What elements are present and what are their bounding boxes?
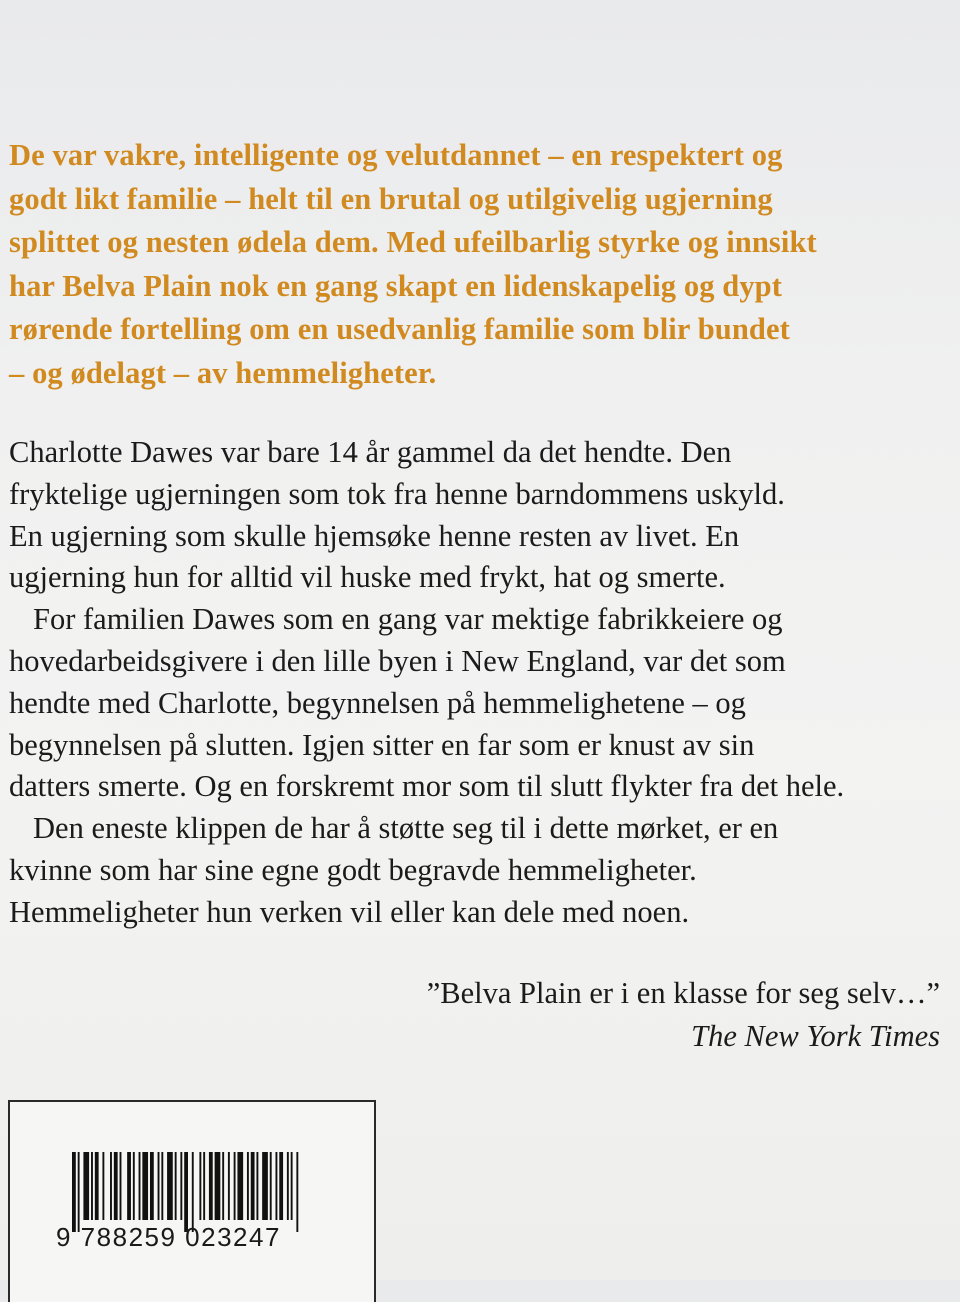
barcode-bar: [234, 1152, 236, 1220]
barcode-bar: [251, 1152, 255, 1220]
barcode-bar: [78, 1152, 80, 1232]
barcode-bar: [237, 1152, 243, 1220]
barcode-bar: [262, 1152, 268, 1220]
barcode-bar: [275, 1152, 277, 1220]
synopsis-line: ugjerning hun for alltid vil huske med frykt, hat og smerte.: [9, 560, 726, 595]
barcode-bar: [256, 1152, 258, 1220]
blurb-line: De var vakre, intelligente og velutdannet – en respektert og: [9, 138, 783, 172]
blurb-line: har Belva Plain nok en gang skapt en lidenskapelig og dypt: [9, 268, 783, 303]
barcode-bar: [110, 1152, 112, 1220]
barcode-bar: [72, 1152, 76, 1232]
synopsis-line: fryktelige ugjerningen som tok fra henne barndommens uskyld.: [9, 476, 785, 511]
barcode-bar: [139, 1152, 141, 1220]
barcode-bar: [270, 1152, 272, 1220]
barcode-bar: [127, 1152, 131, 1220]
barcode-bar: [199, 1152, 201, 1220]
barcode-bar: [247, 1152, 249, 1220]
barcode-bar: [83, 1152, 89, 1220]
barcode-bar: [142, 1152, 148, 1220]
barcode-bar: [287, 1152, 289, 1220]
barcode-bar: [180, 1152, 182, 1220]
synopsis-line: begynnelsen på slutten. Igjen sitter en far som er knust av sin: [9, 727, 755, 762]
barcode-bar: [228, 1152, 230, 1220]
barcode-bar: [91, 1152, 93, 1220]
barcode-bar: [209, 1152, 213, 1220]
barcode-bar: [114, 1152, 118, 1220]
synopsis-line: Hemmeligheter hun verken vil eller kan dele med noen.: [9, 894, 690, 929]
barcode-bar: [203, 1152, 205, 1220]
barcode-bars: [72, 1152, 304, 1232]
synopsis-line: hendte med Charlotte, begynnelsen på hemmelighetene – og: [9, 685, 746, 720]
barcode-bar: [215, 1152, 221, 1220]
synopsis-line: kvinne som har sine egne godt begravde hemmeligheter.: [9, 852, 697, 887]
synopsis-text: [9, 432, 954, 934]
barcode-bar: [120, 1152, 122, 1220]
barcode-bar: [192, 1152, 194, 1232]
blurb-line: rørende fortelling om en usedvanlig familie som blir bundet: [9, 312, 790, 347]
barcode-bar: [291, 1152, 293, 1220]
blurb-line: godt likt familie – helt til en brutal og utilgivelig ugjerning: [9, 181, 773, 216]
blurb-line: splittet og nesten ødela dem. Med ufeilbarlig styrke og innsikt: [9, 225, 817, 260]
barcode-bar: [279, 1152, 283, 1220]
barcode-bar: [102, 1152, 104, 1220]
barcode-bar: [133, 1152, 135, 1220]
barcode-bar: [184, 1152, 188, 1232]
quote-source: The New York Times: [691, 1019, 940, 1053]
barcode-bar: [150, 1152, 154, 1220]
barcode-bar: [296, 1152, 298, 1232]
synopsis-line: datters smerte. Og en forskremt mor som til slutt flykter fra det hele.: [9, 769, 845, 804]
barcode-bar: [222, 1152, 224, 1220]
synopsis-line: En ugjerning som skulle hjemsøke henne resten av livet. En: [9, 518, 740, 553]
synopsis-line: hovedarbeidsgivere i den lille byen i New England, var det som: [9, 643, 786, 678]
review-quote: [427, 972, 940, 1058]
barcode-bar: [175, 1152, 177, 1220]
barcode-bar: [158, 1152, 160, 1220]
quote-text: ”Belva Plain er i en klasse for seg selv…”: [426, 976, 940, 1010]
barcode-bar: [95, 1152, 99, 1220]
synopsis-line: Den eneste klippen de har å støtte seg til i dette mørket, er en: [33, 811, 779, 846]
synopsis-line: Charlotte Dawes var bare 14 år gammel da det hendte. Den: [9, 435, 732, 469]
isbn-number: 9 788259 023247: [56, 1222, 281, 1252]
synopsis-line: For familien Dawes som en gang var mektige fabrikkeiere og: [33, 602, 783, 637]
barcode-bar: [161, 1152, 163, 1220]
orange-blurb: [9, 134, 949, 396]
blurb-line: – og ødelagt – av hemmeligheter.: [9, 355, 437, 390]
barcode-bar: [167, 1152, 173, 1220]
